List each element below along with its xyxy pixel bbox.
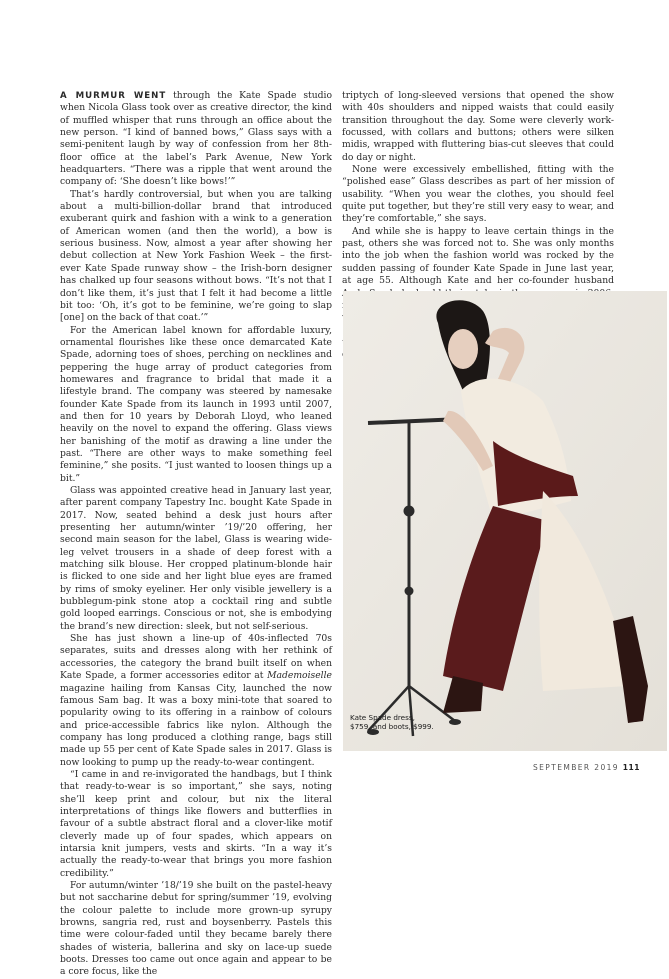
article-left-column: [60, 90, 332, 979]
paragraph: A MURMUR WENT through the Kate Spade studio when Nicola Glass took over as creative director, the kind of muffled whisper that runs through an office about the new person. “I kind of banned bows,” Glass says with a semi-penitent laugh by way of confession from her 8th-floor office at the label’s Park Avenue, New York headquarters. “There was a ripple that went around the company of: ‘She doesn’t like bows!’”: [60, 90, 332, 188]
photo-caption: Kate Spade dress, $759, and boots, $999.: [350, 713, 434, 731]
page-number: 111: [622, 763, 640, 772]
fashion-photo: [343, 291, 667, 751]
paragraph: Glass was appointed creative head in January last year, after parent company Tapestry Inc. bought Kate Spade in 2017. Now, seated behind a desk just hours after presenting her autumn/winter ’19/’20 offering, her second main season for the label, Glass is wearing wide-leg velvet trousers in a shade of deep forest with a matching silk blouse. Her cropped platinum-blonde hair is flicked to one side and her light blue eyes are framed by rims of smoky eyeliner. Her only visible jewellery is a bubblegum-pink stone atop a cocktail ring and subtle gold looped earrings. Conscious or not, she is embodying the brand’s new direction: sleek, but not self-serious.: [60, 485, 332, 632]
paragraph: “I came in and re-invigorated the handbags, but I think that ready-to-wear is so important,” she says, noting she’ll keep print and colour, but nix the literal interpretations of things like flowers and butterflies in favour of a subtle abstract floral and a clover-like motif cleverly made up of four spades, which appears on intarsia knit jumpers, vests and skirts. “In a way it’s actually the ready-to-wear that brings you more fashion credibility.”: [60, 768, 332, 879]
model-illustration: [343, 291, 667, 751]
paragraph: For autumn/winter ’18/’19 she built on the pastel-heavy but not saccharine debut for spring/summer ’19, evolving the colour palette to include more grown-up syrupy browns, sangria red, rust and boysenberry. Pastels this time were colour-faded until they became barely there shades of wisteria, ballerina and sky on lace-up suede boots. Dresses too came out once again and appear to be a core focus, like the: [60, 880, 332, 978]
paragraph: And while she is happy to leave certain things in the past, others she was forced not to. She was only months into the job when the fashion world was rocked by the sudden passing of founder Kate Spade in June last year, at age 55. Although Kate and her co-founder husband: [342, 225, 614, 287]
paragraph: That’s hardly controversial, but when you are talking about a multi-billion-dollar brand that introduced exuberant quirk and fashion with a wink to a generation of American women (and then the world), a bow is serious business. Now, almost a year after showing her debut collection at New York Fashion Week – the first-ever Kate Spade runway show – the Irish-born designer has chalked up four seasons without bows. “It’s not that I don’t like them, it’s just that I felt it had become a little bit too: ‘Oh, it’s got to be feminine, we’re going to slap [one] on the back of that coat.’”: [60, 188, 332, 324]
page-footer: [533, 763, 640, 772]
paragraph: None were excessively embellished, fitting with the “polished ease” Glass describes as part of her mission of usability. “When you wear the clothes, you should feel quite put together, but they’re still very easy to wear, and they’re comfortable,” she says.: [342, 164, 614, 225]
paragraph: triptych of long-sleeved versions that opened the show with 40s shoulders and nipped waists that could easily transition throughout the day. Some were cleverly work-focussed, with collars and buttons; others were silken midis, wrapped with fluttering bias-cut sleeves that could do day or night.: [342, 90, 614, 163]
run-in-heading: A MURMUR WENT: [60, 91, 167, 101]
magazine-title: Mademoiselle: [267, 670, 332, 682]
issue-date: SEPTEMBER 2019: [533, 763, 619, 772]
paragraph: For the American label known for affordable luxury, ornamental flourishes like these once demarcated Kate Spade, adorning toes of shoes, perching on necklines and peppering the huge array of product categories from homewares and fragrance to bridal that made it a lifestyle brand. The company was steered by namesake founder Kate Spade from its launch in 1993 until 2007, and then for 10 years by Deborah Lloyd, who leaned heavily on the novel to expand the offering. Glass views her banishing of the motif as drawing a line under the past. “There are other ways to make something feel feminine,” she posits. “I just wanted to loosen things up a bit.”: [60, 324, 332, 484]
paragraph: She has just shown a line-up of 40s-inflected 70s separates, suits and dresses along with her rethink of accessories, the category the brand built itself on when Kate Spade, a former accessories editor at Mademoiselle magazine hailing from Kansas City, launched the now famous Sam bag. It was a boxy mini-tote that soared to popularity owing to its offering in a rainbow of colours and price-accessible fabrics like nylon. Although the company has long produced a clothing range, bags still made up 55 per cent of Kate Spade sales in 2017. Glass is now looking to pump up the ready-to-wear contingent.: [60, 633, 332, 768]
